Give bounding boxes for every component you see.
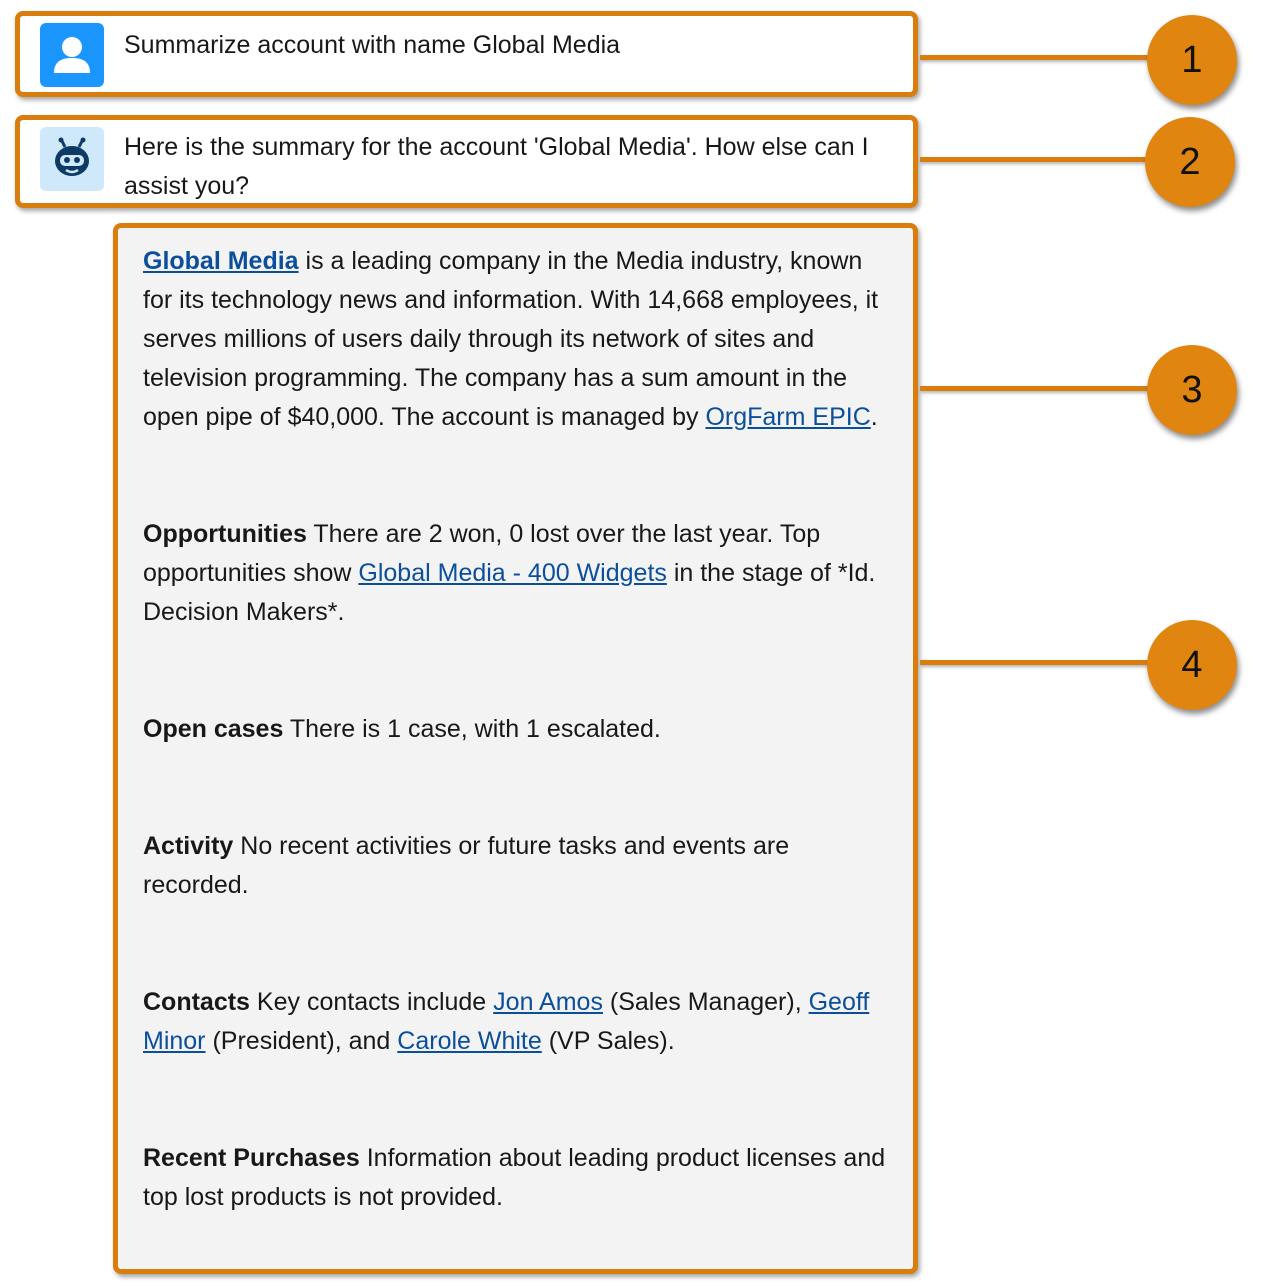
user-message-bubble — [15, 11, 918, 97]
contacts-text-3: (President), and — [205, 1027, 398, 1055]
contacts-heading: Contacts — [143, 988, 250, 1016]
callout-number-2: 2 — [1145, 117, 1235, 207]
contact-link-geoff-minor[interactable]: Geoff Minor — [143, 988, 870, 1055]
user-message-text: Summarize account with name Global Media — [124, 31, 621, 59]
intro-text: is a leading company in the Media industry, known for its technology news and information. With 14,668 employees, it serves millions of users daily through its network of sites and television programming. The company has a sum amount in the open pipe of $40,000. The account is managed by — [143, 247, 879, 431]
activity-text: No recent activities or future tasks and events are recorded. — [143, 832, 790, 899]
opportunity-link[interactable]: Global Media - 400 Widgets — [358, 559, 667, 587]
callout-connector-1 — [920, 55, 1148, 60]
callout-number-4: 4 — [1147, 620, 1237, 710]
einstein-bot-icon — [40, 127, 104, 191]
activity-heading: Activity — [143, 832, 234, 860]
contacts-text-4: (VP Sales). — [541, 1027, 675, 1055]
opportunities-heading: Opportunities — [143, 520, 307, 548]
bot-message-text: Here is the summary for the account 'Global Media'. How else can I assist you? — [124, 133, 869, 200]
recent-purchases-section — [143, 1139, 891, 1217]
contact-link-carole-white[interactable]: Carole White — [397, 1027, 542, 1055]
account-link[interactable]: Global Media — [143, 247, 299, 275]
recent-purchases-text: Information about leading product licenses and top lost products is not provided. — [143, 1144, 886, 1211]
callout-number-1: 1 — [1147, 15, 1237, 105]
callout-connector-4 — [920, 660, 1148, 665]
opportunities-text: There are 2 won, 0 lost over the last year. Top opportunities show — [143, 520, 821, 587]
opportunities-section — [143, 515, 891, 632]
recent-purchases-heading: Recent Purchases — [143, 1144, 360, 1172]
open-cases-text: There is 1 case, with 1 escalated. — [283, 715, 661, 743]
contacts-text: Key contacts include — [249, 988, 494, 1016]
user-icon — [40, 23, 104, 87]
callout-connector-2 — [920, 157, 1148, 162]
open-cases-heading: Open cases — [143, 715, 284, 743]
bot-avatar — [40, 127, 104, 191]
contacts-section — [143, 983, 891, 1061]
opportunities-text-end: in the stage of *Id. Decision Makers*. — [143, 559, 876, 626]
owner-link[interactable]: OrgFarm EPIC — [705, 403, 871, 431]
activity-section — [143, 827, 891, 905]
bot-message-bubble — [15, 115, 918, 208]
contacts-text-2: (Sales Manager), — [602, 988, 809, 1016]
summary-body — [143, 242, 891, 1217]
callout-number-3: 3 — [1147, 345, 1237, 435]
intro-text-end: . — [870, 403, 878, 431]
user-avatar — [40, 23, 104, 87]
contact-link-jon-amos[interactable]: Jon Amos — [493, 988, 603, 1016]
account-summary-card — [113, 223, 918, 1274]
callout-connector-3 — [920, 386, 1148, 391]
summary-intro — [143, 242, 891, 437]
open-cases-section — [143, 710, 891, 749]
